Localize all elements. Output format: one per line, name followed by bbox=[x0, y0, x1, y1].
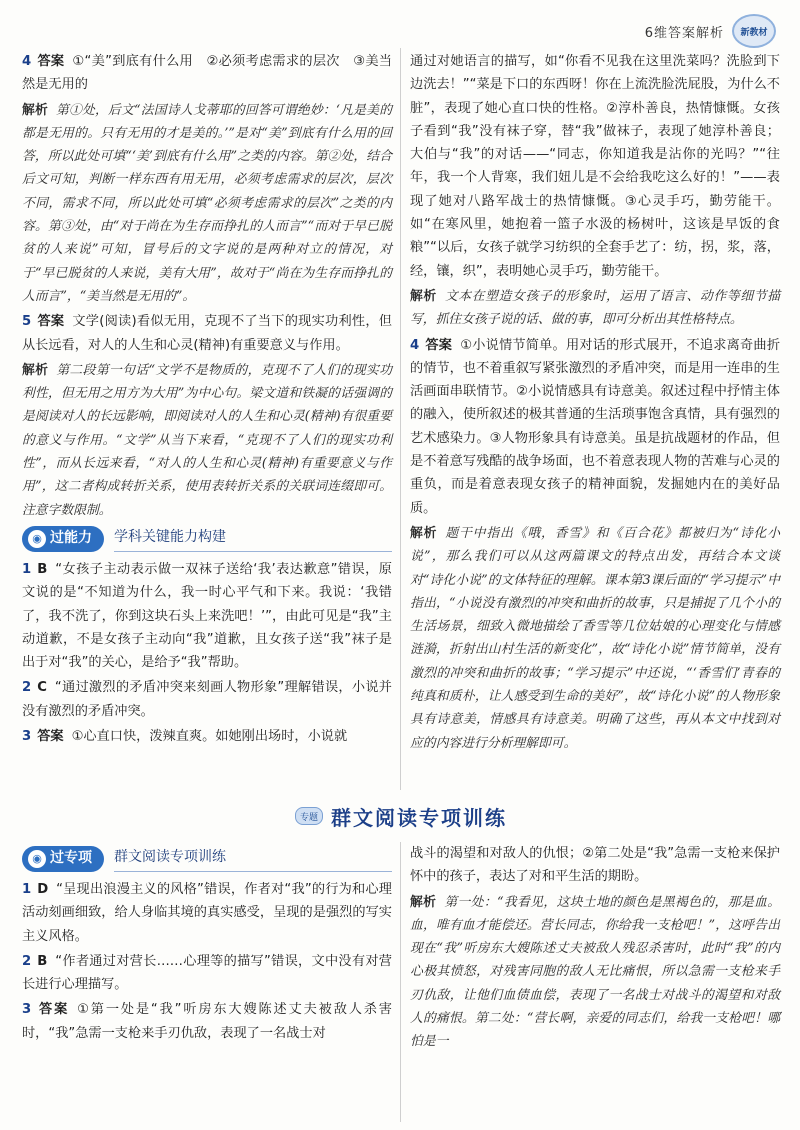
page-header bbox=[645, 14, 776, 48]
section-banner bbox=[22, 800, 780, 832]
block-tag: 解析 bbox=[410, 288, 437, 304]
banner-mark: 专题 bbox=[295, 807, 323, 825]
answer-block bbox=[22, 725, 392, 748]
block-tag: 解析 bbox=[410, 525, 438, 541]
block-text: “作者通过对营长……心理等的描写”错误，文中没有对营长进行心理描写。 bbox=[22, 953, 392, 993]
question-number: 5 bbox=[22, 314, 32, 330]
section-bar-special bbox=[22, 846, 392, 872]
block-tag: C bbox=[37, 680, 47, 696]
section-subtitle: 学科关键能力构建 bbox=[114, 526, 392, 552]
block-tag: 答案 bbox=[425, 337, 453, 353]
question-number: 3 bbox=[22, 1002, 32, 1018]
block-tag: 解析 bbox=[410, 894, 437, 910]
block-text: ①第一处是“我”听房东大嫂陈述丈夫被敌人杀害时，“我”急需一支枪来手刃仇敌，表现了一名战士对 bbox=[22, 1002, 392, 1041]
section-subtitle: 群文阅读专项训练 bbox=[114, 846, 392, 872]
section-bar-ability bbox=[22, 526, 392, 552]
block-tag: B bbox=[37, 561, 48, 577]
analysis-block bbox=[410, 891, 780, 1054]
block-text: ①小说情节简单。用对话的形式展开，不追求离奇曲折的情节，也不着重叙写紧张激烈的矛盾冲突，而是用一连串的生活画面串联情节。②小说情感具有诗意美。叙述过程中抒情主体的融入，使所叙述的极其普通的生活琐事饱含真情，具有强烈的艺术感染力。③人物形象具有诗意美。虽是抗战题材的作品，但是不着意写残酷的战争场面，也不着意表现人物的苦难与心灵的重负，而是着意表现女孩子的精神面貌，发掘她内在的美好品质。 bbox=[410, 337, 781, 516]
question-number: 1 bbox=[22, 882, 32, 897]
text-block bbox=[410, 842, 780, 889]
pill-label: 过能力 bbox=[50, 530, 92, 547]
right-bottom-blocks bbox=[410, 842, 780, 1054]
analysis-block bbox=[410, 285, 780, 332]
block-tag: D bbox=[37, 882, 49, 897]
block-tag: 答案 bbox=[37, 314, 65, 330]
block-text: 通过对她语言的描写，如“你看不见我在这里洗菜吗？洗脸到下边洗去！”“菜是下口的东西呀！你在上流洗脸洗屁股，为什么不脏”，表现了她心直口快的性格。②淳朴善良，热情慷慨。女孩子看到“我”没有袜子穿，替“我”做袜子，表现了她淳朴善良；大伯与“我”的对话——“同志，你知道我是沾你的光吗？”“往年，我一个人背寒，我们妞儿是不会给我吃这么好的！”——表现了她对八路军战士的热情慷慨。③心灵手巧，勤劳能干。如“在寒风里，她抱着一篮子水汲的杨树叶，这该是早饭的食粮”“以后，女孩子就学习纺织的全套手艺了：纺，拐，浆，落，经，镶，织”，表明她心灵手巧，勤劳能干。 bbox=[410, 54, 780, 279]
block-text: 文学(阅读)看似无用，克现不了当下的现实功利性，但从长远看，对人的人生和心灵(精神)有重要意义与作用。 bbox=[22, 314, 392, 353]
text-block bbox=[410, 50, 780, 283]
right-column-bottom bbox=[410, 842, 780, 1056]
question-number: 4 bbox=[22, 54, 32, 69]
block-text: “女孩子主动表示做一双袜子送给‘我’表达歉意”错误，原文说的是“不知道为什么，我一时心平气和下来。我说：‘我错了，我不洗了，你到这块石头上来洗吧！’”，由此可见是“我”主动道歉，不是女孩子主动向“我”道歉，且女孩子送“我”袜子是出于对“我”的关心，是给予“我”帮助。 bbox=[22, 561, 392, 671]
answer-block bbox=[22, 676, 392, 723]
column-divider-bottom bbox=[400, 842, 401, 1122]
block-text: “呈现出浪漫主义的风格”错误，作者对“我”的行为和心理活动刻画细致，给人身临其境的真实感受，呈现的是强烈的写实主义风格。 bbox=[22, 882, 392, 944]
block-text: 文本在塑造女孩子的形象时，运用了语言、动作等细节描写，抓住女孩子说的话、做的事，即可分析出其性格特点。 bbox=[410, 288, 781, 328]
column-divider-top bbox=[400, 48, 401, 790]
left-column-top bbox=[22, 50, 392, 750]
owl-icon: ◉ bbox=[28, 530, 46, 548]
analysis-block bbox=[22, 359, 392, 522]
block-text: ①“美”到底有什么用 ②必须考虑需求的层次 ③美当然是无用的 bbox=[22, 54, 392, 93]
answer-block bbox=[22, 998, 392, 1045]
left-mid-blocks bbox=[22, 558, 392, 748]
question-number: 2 bbox=[22, 680, 32, 696]
block-tag: 答案 bbox=[37, 729, 64, 745]
left-bottom-blocks bbox=[22, 878, 392, 1045]
block-text: 题干中指出《哦，香雪》和《百合花》都被归为“诗化小说”，那么我们可以从这两篇课文的特点出发，再结合本文谈对“诗化小说”的文体特征的理解。课本第3课后面的“学习提示”中指出，“小说没有激烈的冲突和曲折的故事，只是捕捉了几个小的生活场景，细致入微地描绘了香雪等几位姑娘的心理变化与情感涟漪，折射出山村生活的新变化”，故“诗化小说”情节简单，没有激烈的冲突和曲折的故事；“学习提示”中还说，“‘香雪们’青春的纯真和质朴，让人感受到生命的美好”，故“诗化小说”的人物形象具有诗意美，情感具有诗意美。明确了这些，再从本文中找到对应的内容进行分析理解即可。 bbox=[410, 525, 780, 751]
block-text: ①心直口快，泼辣直爽。如她刚出场时，小说就 bbox=[71, 729, 348, 745]
block-tag: 答案 bbox=[37, 1002, 70, 1018]
block-tag: B bbox=[37, 953, 48, 969]
publisher-logo bbox=[732, 14, 776, 48]
logo-text: 新教材 bbox=[740, 27, 768, 38]
question-number: 4 bbox=[410, 337, 420, 353]
block-text: 第二段第一句话“文学不是物质的，克现不了人们的现实功利性，但无用之用方为大用”为中心句。梁文道和铁凝的话强调的是阅读对人的长远影响，即阅读对人的人生和心灵(精神)有很重要的意义与作用。“文学”从当下来看，“克现不了人们的现实功利性”，而从长远来看，“对人的人生和心灵(精神)有重要意义与作用”，这二者构成转折关系，使用表转折关系的关联词连缀即可。注意字数限制。 bbox=[22, 362, 393, 518]
block-text: 战斗的渴望和对敌人的仇恨；②第二处是“我”急需一支枪来保护怀中的孩子，表达了对和平生活的期盼。 bbox=[410, 846, 780, 885]
left-column-bottom bbox=[22, 842, 392, 1047]
left-top-blocks bbox=[22, 50, 392, 522]
block-tag: 解析 bbox=[22, 362, 49, 378]
banner-title: 群文阅读专项训练 bbox=[331, 805, 507, 830]
right-column-top bbox=[410, 50, 780, 757]
block-tag: 答案 bbox=[37, 54, 65, 69]
answer-block bbox=[22, 50, 392, 97]
answer-block bbox=[22, 558, 392, 674]
answer-block bbox=[22, 310, 392, 357]
block-text: 第①处，后文“法国诗人戈蒂耶的回答可谓绝妙：‘凡是美的都是无用的。只有无用的才是美的。’”是对“美”到底有什么用的回答，所以此处可填“‘美’到底有什么用”之类的内容。第②处，结合后文可知，判断一样东西有用无用，必须考虑需求的层次，层次不同，需求不同，所以此处可填“必须考虑需求的层次”之类的内容。第③处，由“对于尚在为生存而挣扎的人而言”“而对于早已脱贫的人来说”可知，冒号后的文字说的是两种对立的情况，对于“早已脱贫的人来说，美有大用”，故对于“尚在为生存而挣扎的人而言”，“美当然是无用的”。 bbox=[22, 102, 392, 304]
block-text: “通过激烈的矛盾冲突来刻画人物形象”理解错误，小说并没有激烈的矛盾冲突。 bbox=[22, 680, 392, 719]
question-number: 2 bbox=[22, 953, 32, 969]
right-top-blocks bbox=[410, 50, 780, 755]
question-number: 1 bbox=[22, 561, 32, 577]
analysis-block bbox=[410, 522, 780, 755]
block-text: 第一处：“我看见，这块土地的颜色是黑褐色的，那是血。血，唯有血才能偿还。营长同志，你给我一支枪吧！”，这呼告出现在“我”听房东大嫂陈述丈夫被敌人残忍杀害时，此时“我”的内心极其愤怒，对残害同胞的敌人无比痛恨，所以急需一支枪来手刃仇敌，让他们血债血偿，表现了一名战士对战斗的渴望和对敌人的痛恨。第二处：“营长啊，亲爱的同志们，给我一支枪吧！哪怕是一 bbox=[410, 894, 781, 1050]
answer-block bbox=[22, 878, 392, 948]
question-number: 3 bbox=[22, 729, 32, 745]
section-pill bbox=[22, 846, 104, 872]
book-title: 6维答案解析 bbox=[644, 25, 724, 41]
analysis-block bbox=[22, 99, 392, 309]
section-pill bbox=[22, 526, 104, 552]
pill-label: 过专项 bbox=[50, 850, 92, 867]
block-tag: 解析 bbox=[22, 102, 49, 118]
answer-block bbox=[22, 950, 392, 997]
answer-block bbox=[410, 334, 780, 520]
owl-icon: ◉ bbox=[28, 850, 46, 868]
